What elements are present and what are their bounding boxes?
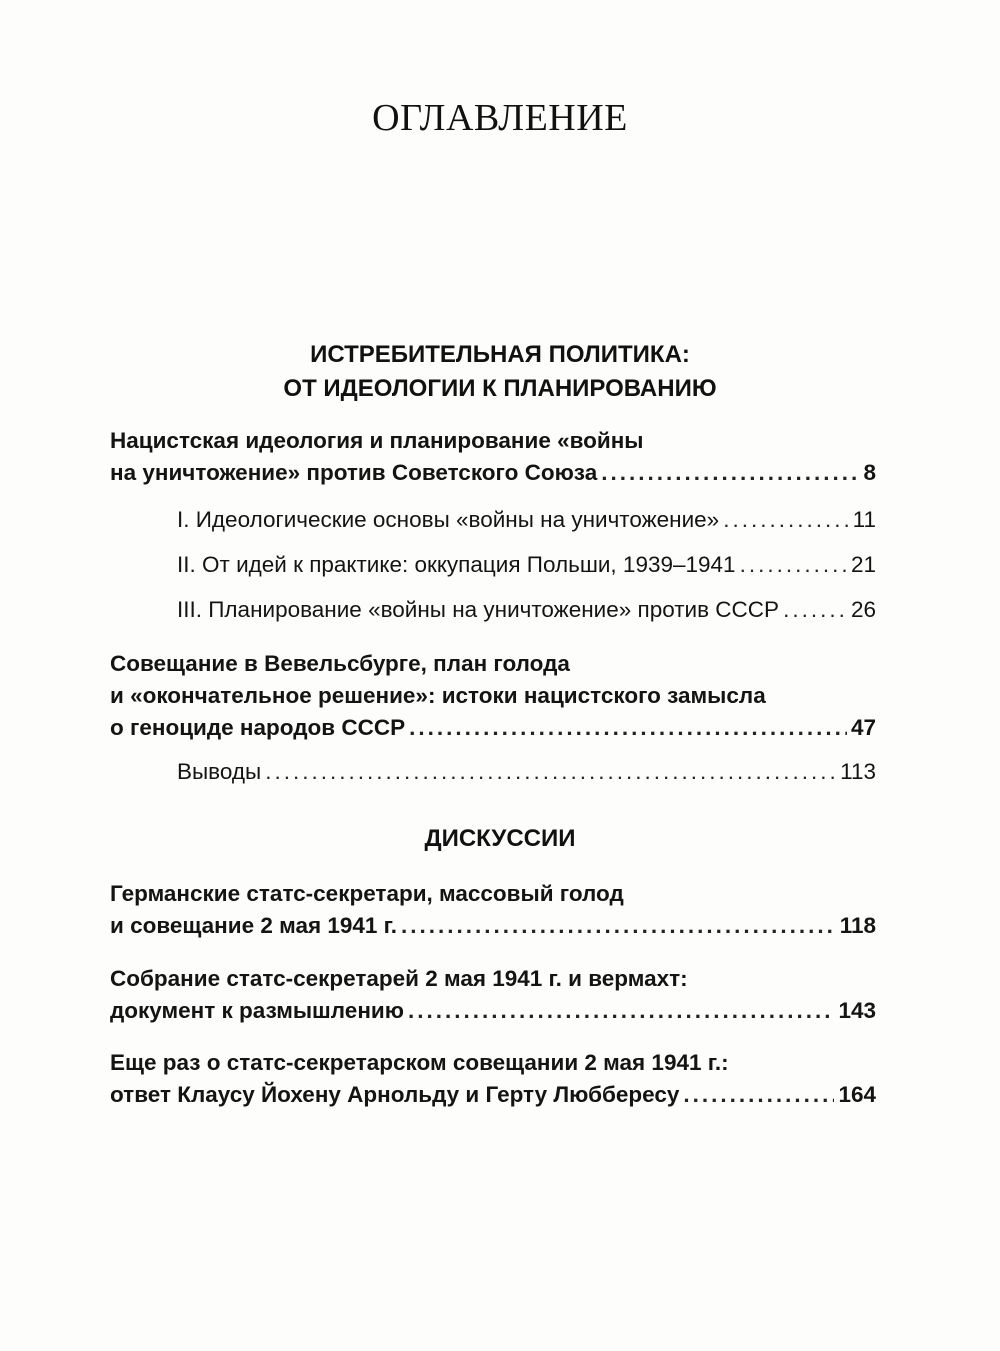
- page-number: 8: [863, 460, 876, 485]
- toc-subentry-ideological-foundations[interactable]: [177, 504, 876, 536]
- toc-subentry-poland-occupation[interactable]: [177, 549, 876, 581]
- toc-entry-line: Германские статс-секретари, массовый голод: [110, 881, 624, 906]
- dot-leader: [723, 504, 848, 536]
- dot-leader: [409, 712, 847, 744]
- dot-leader: [783, 594, 847, 626]
- toc-entry-meeting-wehrmacht[interactable]: [110, 963, 876, 1027]
- dot-leader: [401, 910, 836, 942]
- dot-leader: [408, 995, 835, 1027]
- toc-entry-line: I. Идеологические основы «войны на уничтожение»: [177, 507, 720, 532]
- page-title: ОГЛАВЛЕНИЕ: [372, 97, 628, 139]
- toc-subentry-planning-ussr[interactable]: [177, 594, 876, 626]
- section-heading-extermination-policy: [0, 338, 1000, 406]
- section-heading-line: ОТ ИДЕОЛОГИИ К ПЛАНИРОВАНИЮ: [283, 375, 717, 402]
- dot-leader: [265, 756, 836, 788]
- page-number: 118: [839, 913, 876, 938]
- toc-entry-line: III. Планирование «войны на уничтожение» против СССР: [177, 597, 780, 622]
- dot-leader: [601, 457, 859, 489]
- toc-entry-line: на уничтожение» против Советского Союза: [110, 460, 598, 485]
- page-number: 113: [840, 759, 876, 784]
- toc-entry-line: и совещание 2 мая 1941 г.: [110, 913, 398, 938]
- toc-entry-line: о геноциде народов СССР: [110, 715, 406, 740]
- page-number: 143: [838, 998, 876, 1023]
- section-heading-discussions: [0, 822, 1000, 856]
- toc-entry-line: Нацистская идеология и планирование «войны: [110, 428, 644, 453]
- toc-entry-line: II. От идей к практике: оккупация Польши, 1939–1941: [177, 552, 736, 577]
- section-heading-line: ИСТРЕБИТЕЛЬНАЯ ПОЛИТИКА:: [310, 341, 690, 368]
- toc-entry-line: Собрание статс-секретарей 2 мая 1941 г. и вермахт:: [110, 966, 688, 991]
- toc-entry-wewelsburg[interactable]: [110, 648, 876, 744]
- toc-entry-reply-arnold-luebbers[interactable]: [110, 1047, 876, 1111]
- page-number: 11: [852, 507, 876, 532]
- toc-entry-line: Выводы: [177, 759, 262, 784]
- toc-entry-nazi-ideology[interactable]: [110, 425, 876, 489]
- section-heading-line: ДИСКУССИИ: [424, 825, 576, 852]
- toc-entry-state-secretaries[interactable]: [110, 878, 876, 942]
- page-number: 26: [850, 597, 876, 622]
- page-number: 47: [850, 715, 876, 740]
- toc-subentry-conclusions[interactable]: [177, 756, 876, 788]
- toc-entry-line: и «окончательное решение»: истоки нацистского замысла: [110, 683, 766, 708]
- toc-entry-line: ответ Клаусу Йохену Арнольду и Герту Люббересу: [110, 1082, 680, 1107]
- toc-entry-line: документ к размышлению: [110, 998, 404, 1023]
- dot-leader: [683, 1079, 834, 1111]
- dot-leader: [740, 549, 847, 581]
- page-number: 21: [850, 552, 876, 577]
- toc-entry-line: Совещание в Вевельсбурге, план голода: [110, 651, 570, 676]
- page-number: 164: [838, 1082, 876, 1107]
- toc-entry-line: Еще раз о статс-секретарском совещании 2 мая 1941 г.:: [110, 1050, 729, 1075]
